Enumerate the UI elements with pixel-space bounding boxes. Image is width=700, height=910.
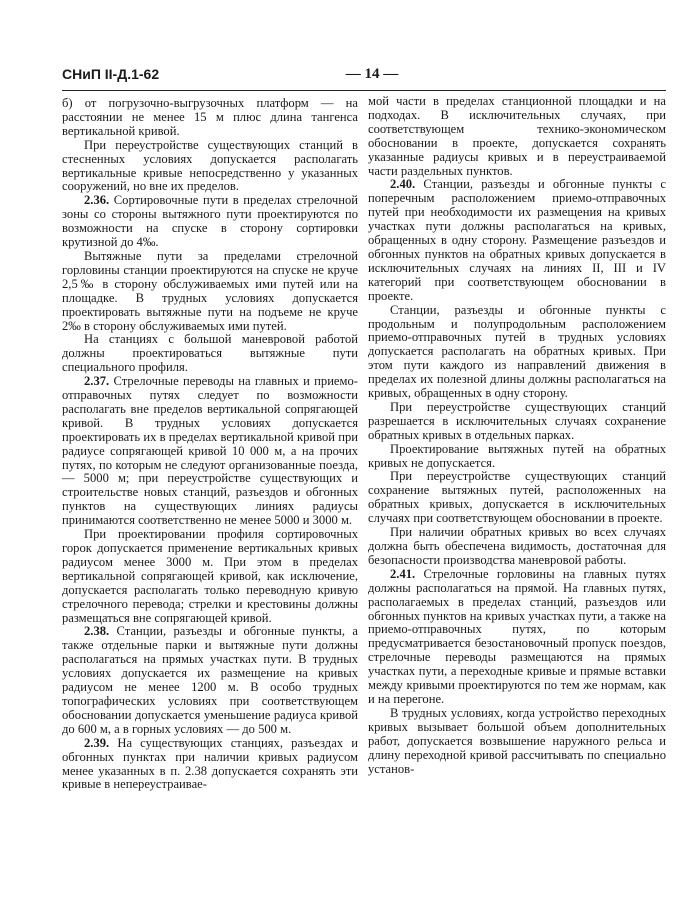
clause-number: 2.41. [390, 566, 416, 581]
paragraph [368, 526, 666, 568]
page-number: — 14 — [345, 66, 399, 82]
paragraph-text: Стрелочные горловины на главных путях должны располагаться на прямой. На главных путях, располагаемых в пределах станций, разъездов или обгонных пунктов на кривых участках пути, а также на приемо-отправочных путях, по которым предусматривается безостановочный пропуск поездов, стрелочные переводы размещаются на прямых участках пути, а переходные кривые и прямые вставки между кривыми проектируются по тем же нормам, как и на перегоне. [368, 566, 667, 706]
paragraph [62, 194, 358, 250]
paragraph [62, 333, 358, 375]
header-rule [62, 90, 666, 91]
document-code: СНиП II-Д.1-62 [62, 66, 160, 82]
paragraph-text: На станциях с большой маневровой работой должны проектироваться вытяжные пути специального профиля. [62, 332, 358, 375]
paragraph-text: Станции, разъезды и обгонные пункты, а также отдельные парки и вытяжные пути должны располагаться на прямых участках пути. В трудных условиях допускается их размещение на кривых радиусом не менее 1200 м. В особо трудных топографических условиях при соответствующем обосновании допускается уменьшение радиуса кривой до 600 м, а в горных условиях — до 500 м. [62, 624, 358, 736]
clause-number: 2.36. [84, 193, 110, 208]
paragraph [368, 95, 666, 178]
paragraph-text: При переустройстве существующих станций в стесненных условиях допускается располагать вертикальные кривые непосредственно у указанных сооружений, но вне их пределов. [62, 137, 358, 194]
paragraph-text: При проектировании профиля сортировочных горок допускается применение вертикальных кривых радиусом менее 3000 м. При этом в пределах вертикальной сопрягающей кривой, как исключение, допускается располагать только переводную кривую стрелочного перевода; стрелки и крестовины должны размещаться вне сопрягающей кривой. [62, 527, 358, 625]
right-column [368, 95, 666, 776]
left-column [62, 97, 358, 792]
paragraph-text: При переустройстве существующих станций сохранение вытяжных путей, расположенных на обратных кривых, допускается в исключительных случаях при соответствующем обосновании в проекте. [368, 469, 666, 526]
paragraph-text: Станции, разъезды и обгонные пункты с поперечным расположением приемо-отправочных путей при необходимости их размещения на кривых участках пути должны располагаться на кривых, обращенных в одну сторону. Размещение разъездов и обгонных пунктов на обратных кривых допускается в исключительных случаях на линиях II, III и IV категорий при соответствующем обосновании в проекте. [368, 177, 666, 303]
paragraph-text: Вытяжные пути за пределами стрелочной горловины станции проектируются на спуске не круче 2,5‰ в сторону обслуживаемых ими путей или на площадке. В трудных условиях допускается проектировать вытяжные пути на подъеме не круче 2‰ в сторону обслуживаемых ими путей. [62, 248, 358, 333]
paragraph-text: Станции, разъезды и обгонные пункты с продольным и полупродольным расположением приемо-отправочных путей в трудных условиях допускается располагать на обратных кривых. При этом пути каждого из направлений движения в пределах их полезной длины должны располагаться на кривых, обращенных в одну сторону. [368, 302, 666, 401]
paragraph [62, 250, 358, 333]
paragraph [62, 97, 358, 139]
paragraph [368, 707, 666, 777]
paragraph [368, 470, 666, 526]
paragraph [368, 401, 666, 443]
paragraph-text: При переустройстве существующих станций разрешается в исключительных случаях сохранение обратных кривых в отдельных парках. [368, 399, 666, 442]
paragraph-text: Стрелочные переводы на главных и приемо-отправочных путях следует по возможности располагать вне пределов вертикальной сопрягающей кривой. В трудных условиях допускается проектировать их в пределах вертикальной кривой при радиусе сопрягающей кривой 10 000 м, а на прочих путях, по которым не следуют организованные поезда, — 5000 м; при переустройстве существующих и строительстве новых станций, разъездов и обгонных пунктов на существующих линиях радиусы принимаются соответственно не менее 5000 и 3000 м. [62, 374, 358, 528]
clause-number: 2.37. [84, 374, 110, 389]
paragraph [62, 625, 358, 736]
paragraph [368, 443, 666, 471]
paragraph [62, 737, 358, 793]
paragraph-text: В трудных условиях, когда устройство переходных кривых вызывает большой объем дополнительных работ, допускается возвышение наружного рельса и длину переходной кривой рассчитывать по специально установ- [368, 705, 666, 776]
paragraph-text: б) от погрузочно-выгрузочных платформ — на расстоянии не менее 15 м плюс длина тангенса вертикальной кривой. [62, 96, 358, 138]
paragraph-text: На существующих станциях, разъездах и обгонных пунктах при наличии кривых радиусом менее указанных в п. 2.38 допускается сохранять эти кривые в непереустраивае- [62, 735, 358, 792]
paragraph [368, 568, 666, 707]
clause-number: 2.38. [84, 624, 110, 639]
paragraph-text: мой части в пределах станционной площадки и на подходах. В исключительных случаях, при соответствующем технико-экономическом обосновании в проекте, допускается сохранять указанные радиусы кривых и в переустраиваемой части раздельных пунктов. [368, 94, 666, 178]
paragraph [62, 528, 358, 625]
paragraph [62, 375, 358, 528]
paragraph [368, 178, 666, 303]
clause-number: 2.39. [84, 735, 110, 750]
paragraph-text: При наличии обратных кривых во всех случаях должна быть обеспечена видимость, достаточная для безопасности производства маневровой работы. [368, 525, 666, 567]
paragraph [368, 304, 666, 401]
paragraph [62, 139, 358, 195]
paragraph-text: Проектирование вытяжных путей на обратных кривых не допускается. [368, 441, 666, 470]
paragraph-text: Сортировочные пути в пределах стрелочной зоны со стороны вытяжного пути проектируются по возможности на спуске в сторону сортировки крутизной до 4‰. [62, 193, 358, 250]
page-header [62, 66, 662, 88]
clause-number: 2.40. [390, 177, 416, 192]
